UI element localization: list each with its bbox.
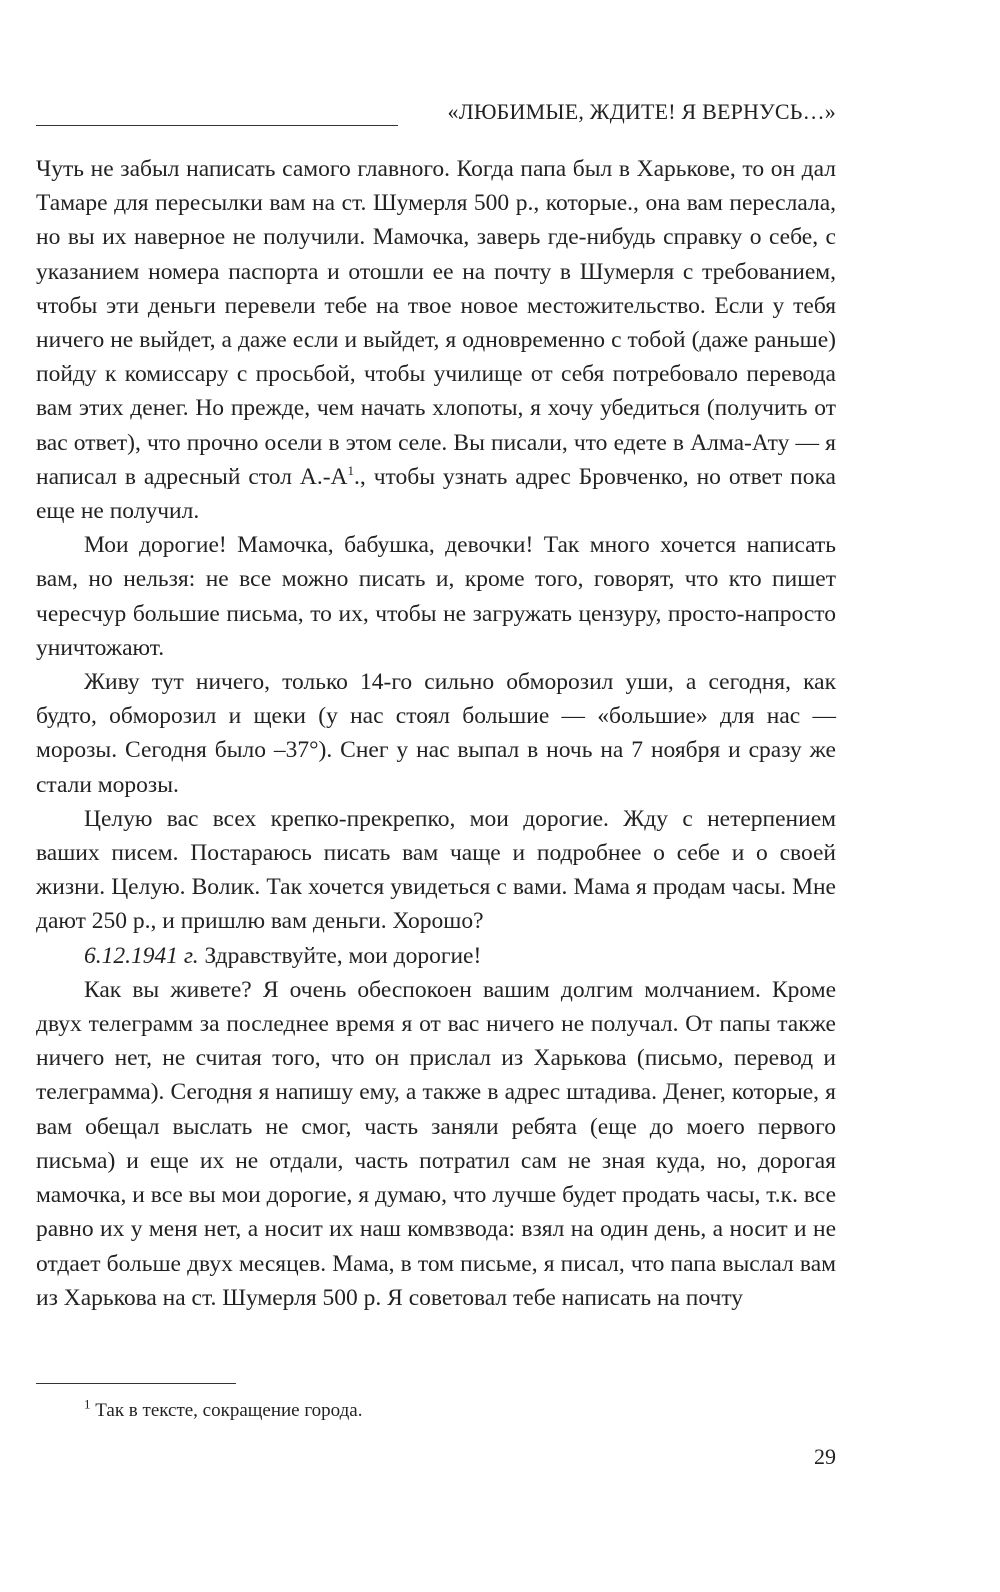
paragraph-5 [36,939,836,973]
running-header [36,98,836,126]
letter-date: 6.12.1941 г. [84,942,199,969]
footnote-reference: 1 [347,463,355,478]
paragraph-1-part-a: Чуть не забыл написать самого главного. Когда папа был в Харькове, то он дал Тамаре для пересылки вам на ст. Шумерля 500 р., которые., она вам переслала, но вы их наверное не получили. Мамочка, заверь где-нибудь справку о себе, с указанием номера паспорта и отошли ее на почту в Шумерля с требованием, чтобы эти деньги перевели тебе на твое новое местожительство. Если у тебя ничего не выйдет, а даже если и выйдет, я одновременно с тобой (даже раньше) пойду к комиссару с просьбой, чтобы училище от себя потребовало перевода вам этих денег. Но прежде, чем начать хлопоты, я хочу убедиться (получить от вас ответ), что прочно осели в этом селе. Вы писали, что едете в Алма-Ату — я написал в адресный стол А.-А [36,156,836,490]
body-text [36,152,836,1315]
paragraph-4: Целую вас всех крепко-прекрепко, мои дорогие. Жду с нетерпением ваших писем. Постараюсь писать вам чаще и подробнее о себе и о своей жизни. Целую. Волик. Так хочется увидеться с вами. Мама я продам часы. Мне дают 250 р., и пришлю вам деньги. Хорошо? [36,805,836,935]
book-page [36,0,836,1592]
greeting: Здравствуйте, мои дорогие! [198,942,482,969]
footnote-mark: 1 [84,1396,91,1412]
page-number: 29 [814,1444,836,1469]
paragraph-2: Мои дорогие! Мамочка, бабушка, девочки! Так много хочется написать вам, но нельзя: не все можно писать и, кроме того, говорят, что кто пишет чересчур большие письма, то их, чтобы не загружать цензуру, просто-напросто уничтожают. [36,532,836,661]
paragraph-3: Живу тут ничего, только 14-го сильно обморозил уши, а сегодня, как будто, обморозил и щеки (у нас стоял большие — «большие» для нас — морозы. Сегодня было –37°). Снег у нас выпал в ночь на 7 ноября и сразу же стали морозы. [36,669,836,798]
footnote-text: Так в тексте, сокращение города. [90,1400,363,1421]
paragraph-6: Как вы живете? Я очень обеспокоен вашим долгим молчанием. Кроме двух телеграмм за последнее время я от вас ничего не получал. От папы также ничего нет, не считая того, что он прислал из Харькова (письмо, перевод и телеграмма). Сегодня я напишу ему, а также в адрес штадива. Денег, которые, я вам обещал выслать не смог, часть заняли ребята (еще до моего первого письма) и еще их не отдали, часть потратил сам не зная куда, но, дорогая мамочка, и все вы мои дорогие, я думаю, что лучше будет продать часы, т.к. все равно их у меня нет, а носит их наш комвзвода: взял на один день, а носит и не отдает больше двух месяцев. Мама, в том письме, я писал, что папа выслал вам из Харькова на ст. Шумерля 500 р. Я советовал тебе написать на почту [36,976,836,1311]
paragraph-1-part-b: ., чтобы узнать адрес Бровченко, но ответ пока еще не получил. [36,463,836,525]
paragraph-1 [36,152,836,528]
header-rule [36,105,398,126]
footnote [84,1398,362,1424]
running-title: «ЛЮБИМЫЕ, ЖДИТЕ! Я ВЕРНУСЬ…» [447,99,836,124]
footnote-rule [36,1383,236,1384]
